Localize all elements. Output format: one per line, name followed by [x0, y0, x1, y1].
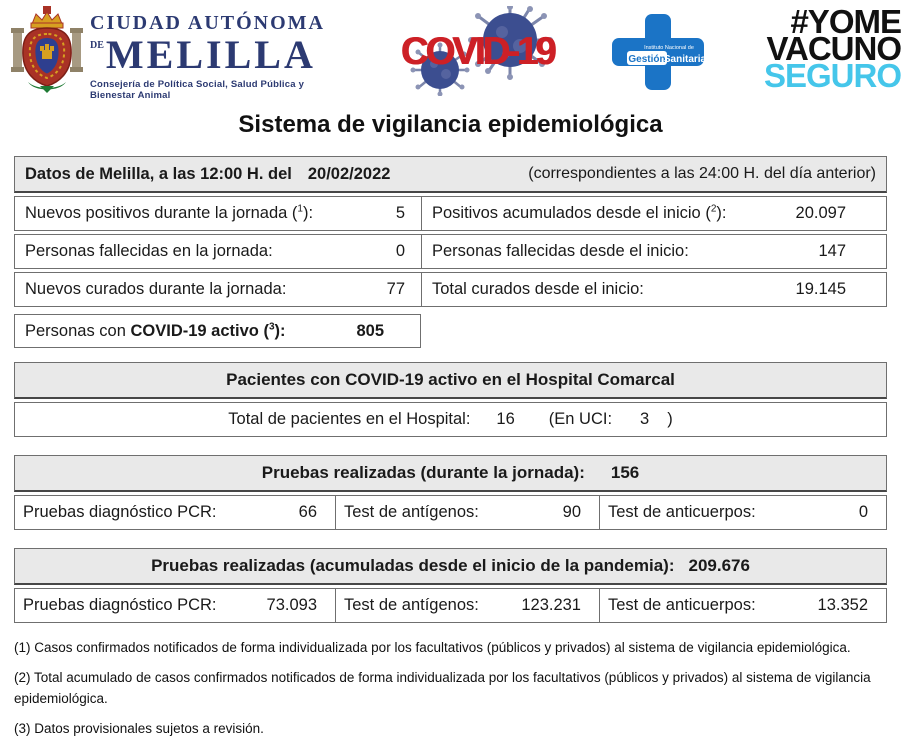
tests-total-header-value: 209.676: [688, 556, 750, 575]
melilla-subtitle: Consejería de Política Social, Salud Pública y Bienestar Animal: [90, 79, 305, 101]
total-positives-cell: [421, 196, 887, 231]
stat-value: 73.093: [266, 596, 317, 614]
daily-data-table: [14, 156, 887, 348]
stat-value: 0: [858, 503, 868, 521]
stat-label-text: Personas fallecidas en la jornada:: [25, 242, 273, 260]
hospital-header: Pacientes con COVID-19 activo en el Hospital Comarcal: [14, 362, 887, 399]
stat-label: Pruebas diagnóstico PCR:: [23, 503, 217, 521]
stat-label-text: Positivos acumulados desde el inicio (: [432, 204, 711, 222]
stat-label-text: Total curados desde el inicio:: [432, 280, 644, 298]
stat-label-text: Nuevos curados durante la jornada:: [25, 280, 287, 298]
stat-label: [432, 204, 726, 223]
antibody-tests-cell: [599, 495, 887, 530]
stat-value: 19.145: [795, 280, 846, 298]
stat-label: [25, 280, 286, 299]
covid-logo-text: COVID-19: [400, 30, 554, 73]
active-cases-sup: 3: [268, 321, 275, 332]
stat-label-close: ):: [302, 204, 314, 222]
stat-label: Test de anticuerpos:: [608, 596, 756, 614]
melilla-logo-text: [90, 4, 350, 101]
active-cases-bold-close: ):: [274, 321, 286, 340]
total-recovered-cell: [421, 272, 887, 307]
table-row: [14, 196, 887, 231]
footnote-2: (2) Total acumulado de casos confirmados notificados de forma individualizada por los facultativos (públicos y privados) al sistema de vigilancia epidemiológica.: [14, 669, 871, 706]
icu-value: 3: [640, 410, 650, 428]
active-cases-value: 805: [356, 321, 384, 340]
tests-total-table: [14, 548, 887, 623]
stat-label-text: Personas fallecidas desde el inicio:: [432, 242, 689, 260]
footnote-3: (3) Datos provisionales sujetos a revisión.: [14, 720, 264, 736]
stat-value: 20.097: [795, 204, 846, 222]
stat-value: 0: [395, 242, 405, 260]
stat-value: 5: [395, 204, 405, 222]
hospital-table: [14, 362, 887, 437]
stat-label-close: ):: [716, 204, 727, 222]
tests-total-header: [14, 548, 887, 585]
melilla-coat-of-arms-icon: [10, 4, 84, 99]
stat-value: 90: [562, 503, 581, 521]
stat-label: Pruebas diagnóstico PCR:: [23, 596, 217, 614]
gestion-word2: Sanitaria: [663, 54, 706, 65]
antibody-tests-total-cell: [599, 588, 887, 623]
table-row: [14, 234, 887, 269]
hospital-total-label: Total de pacientes en el Hospital:: [228, 410, 471, 428]
tests-total-row: [14, 588, 887, 623]
icu-label: (En UCI:: [548, 410, 613, 428]
stat-label-text: Nuevos positivos durante la jornada (: [25, 204, 298, 222]
antigen-tests-cell: [335, 495, 599, 530]
active-cases-bold-text: COVID-19 activo (: [130, 321, 269, 340]
yomevacuno-line3: SEGURO: [763, 57, 901, 94]
active-cases-prefix: Personas con: [25, 321, 131, 340]
stat-value: 66: [298, 503, 317, 521]
stat-value: 147: [818, 242, 846, 260]
yomevacuno-line1: #YOME: [790, 3, 901, 40]
hospital-total-value: 16: [496, 410, 515, 428]
gestion-sanitaria-logo: [610, 12, 706, 97]
tests-today-header-label: Pruebas realizadas (durante la jornada):: [261, 463, 585, 482]
stat-value: 13.352: [817, 596, 868, 614]
footnote-1: (1) Casos confirmados notificados de forma individualizada por los facultativos (públicos y privados) al sistema de vigilancia epidemiológica.: [14, 640, 851, 655]
melilla-name: MELILLA: [105, 32, 316, 77]
icu-close-paren: ): [667, 410, 673, 428]
active-cases-box: [14, 314, 421, 348]
report-date-value: 20/02/2022: [307, 164, 391, 183]
logo-band: [0, 0, 901, 101]
stat-value: 123.231: [521, 596, 581, 614]
report-date-label: [25, 165, 390, 184]
stat-label: [25, 242, 273, 261]
stat-label-sup: 2: [710, 203, 717, 215]
report-date-header: [14, 156, 887, 193]
health-cross-icon: [610, 45, 706, 96]
stat-label: Test de antígenos:: [344, 503, 479, 521]
tests-today-table: [14, 455, 887, 530]
stat-label-sup: 1: [297, 203, 303, 215]
yomevacuno-line2: VACUNO: [766, 30, 901, 67]
stat-value: 77: [386, 280, 405, 298]
report-date-note: (correspondientes a las 24:00 H. del día anterior): [528, 165, 876, 182]
stat-label: [432, 242, 689, 261]
tests-today-header: [14, 455, 887, 492]
footnotes: [14, 638, 887, 740]
antigen-tests-total-cell: [335, 588, 599, 623]
new-recovered-cell: [14, 272, 421, 307]
active-cases-label: [25, 322, 286, 341]
pcr-tests-total-cell: [14, 588, 335, 623]
table-row: [14, 272, 887, 307]
tests-today-row: [14, 495, 887, 530]
melilla-title-line: CIUDAD AUTÓNOMA: [90, 12, 325, 34]
stat-label: Test de antígenos:: [344, 596, 479, 614]
pcr-tests-cell: [14, 495, 335, 530]
stat-label: [432, 280, 644, 299]
report-date-text: Datos de Melilla, a las 12:00 H. del: [25, 164, 292, 183]
stat-label: [25, 204, 313, 223]
total-deaths-cell: [421, 234, 887, 269]
new-positives-cell: [14, 196, 421, 231]
active-cases-bold: [130, 322, 285, 340]
melilla-logo: [10, 4, 350, 101]
stat-label: Test de anticuerpos:: [608, 503, 756, 521]
hospital-row: [14, 402, 887, 437]
tests-today-header-value: 156: [610, 463, 640, 482]
page-title: Sistema de vigilancia epidemiológica: [238, 111, 663, 138]
gestion-line1: Instituto Nacional de: [643, 45, 694, 51]
tests-total-header-label: Pruebas realizadas (acumuladas desde el inicio de la pandemia):: [151, 556, 675, 575]
yomevacuno-logo: [748, 3, 901, 94]
covid-logo: [382, 6, 553, 96]
gestion-word1: Gestión: [628, 54, 666, 65]
new-deaths-cell: [14, 234, 421, 269]
melilla-de: DE: [90, 40, 104, 51]
